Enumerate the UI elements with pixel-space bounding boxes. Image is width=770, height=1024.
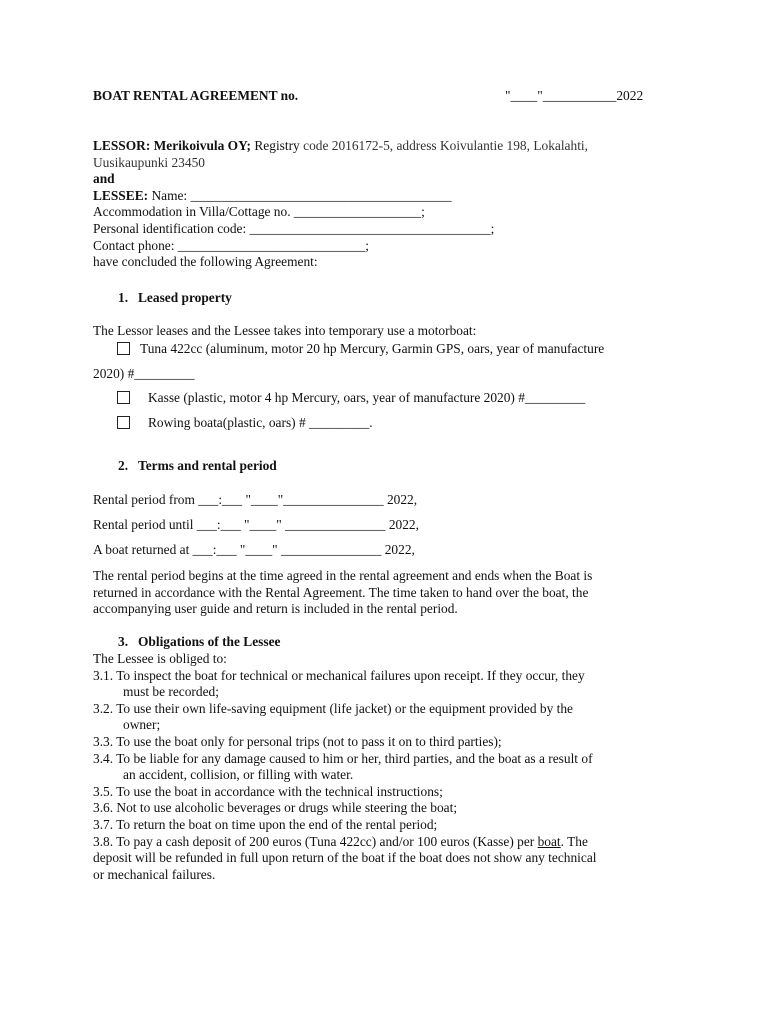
agreement-date-field[interactable]: "____"___________2022 [505,88,644,103]
lessor-registry-word: Registry [254,138,300,153]
obligations-intro: The Lessee is obliged to: [93,651,227,666]
rental-para-line1: The rental period begins at the time agreed in the rental agreement and ends when the Boat is [93,568,593,583]
list-item: 3.6. Not to use alcoholic beverages or drugs while steering the boat; [93,800,458,816]
section-2-heading [118,458,277,475]
section-1-number: 1. [118,290,129,305]
boat-returned-field[interactable]: A boat returned at ___:___ "____" _______________ 2022, [93,542,415,557]
list-item: 3.5. To use the boat in accordance with the technical instructions; [93,783,443,799]
section-3-number: 3. [118,634,129,649]
section-1-title: Leased property [138,290,232,305]
obligations-list [93,651,693,883]
lessor-details: code 2016172-5, address Koivulantie 198, Lokalahti, [303,138,588,153]
and-connector: and [93,171,115,187]
rental-para-line2: returned in accordance with the Rental Agreement. The time taken to hand over the boat, the [93,584,589,600]
lessor-address-line2: Uusikaupunki 23450 [93,154,205,170]
personal-id-field[interactable]: Personal identification code: ____________________________________; [93,220,495,236]
accommodation-field[interactable]: Accommodation in Villa/Cottage no. ___________________; [93,204,425,220]
section-3-title: Obligations of the Lessee [138,634,281,649]
deposit-text-end: . The [560,833,588,849]
section-2-number: 2. [118,458,129,473]
list-item: 3.1. To inspect the boat for technical or mechanical failures upon receipt. If they occur, they [93,667,585,683]
kasse-checkbox[interactable] [117,391,130,404]
boat-link[interactable]: boat [537,833,561,849]
kasse-option: Kasse (plastic, motor 4 hp Mercury, oars, year of manufacture 2020) #_________ [148,390,586,405]
list-item-continuation: deposit will be refunded in full upon return of the boat if the boat does not show any technical [93,850,597,866]
lessor-label: LESSOR: [93,138,151,153]
parties-block [93,138,693,271]
lessee-name-field[interactable]: Name: _______________________________________ [151,187,452,203]
rental-from-field[interactable]: Rental period from ___:___ "____"_______________ 2022, [93,492,418,507]
rental-para-line3: accompanying user guide and return is included in the rental period. [93,601,458,617]
tuna-option-line1: Tuna 422cc (aluminum, motor 20 hp Mercury, Garmin GPS, oars, year of manufacture [140,341,605,356]
list-item: 3.4. To be liable for any damage caused to him or her, third parties, and the boat as a result of [93,750,593,766]
list-item: 3.2. To use their own life-saving equipment (life jacket) or the equipment provided by the [93,700,574,716]
deposit-text: 3.8. To pay a cash deposit of 200 euros (Tuna 422cc) and/or 100 euros (Kasse) per [93,833,538,849]
tuna-option-line2[interactable]: 2020) #_________ [93,366,195,381]
leased-property-intro: The Lessor leases and the Lessee takes into temporary use a motorboat: [93,323,477,338]
rental-period-paragraph [93,568,693,618]
list-item-continuation: or mechanical failures. [93,866,216,882]
list-item: 3.7. To return the boat on time upon the end of the rental period; [93,816,438,832]
rowing-boat-checkbox[interactable] [117,416,130,429]
rental-until-field[interactable]: Rental period until ___:___ "____" _______________ 2022, [93,517,419,532]
list-item [93,834,693,851]
list-item-continuation: owner; [123,717,161,733]
lessee-label: LESSEE: [93,187,149,203]
rowing-boat-option: Rowing boata(plastic, oars) # _________. [148,415,373,430]
section-2-title: Terms and rental period [138,458,277,473]
list-item-continuation: must be recorded; [123,684,219,700]
contact-phone-field[interactable]: Contact phone: ____________________________; [93,237,369,253]
tuna-checkbox[interactable] [117,342,130,355]
concluded-statement: have concluded the following Agreement: [93,254,318,270]
section-3-heading [118,634,280,651]
list-item-continuation: an accident, collision, or filling with water. [123,767,354,783]
list-item: 3.3. To use the boat only for personal trips (not to pass it on to third parties); [93,733,502,749]
section-1-heading [118,290,232,307]
lessor-name: Merikoivula OY; [153,138,252,153]
agreement-title: BOAT RENTAL AGREEMENT no. [93,88,299,103]
